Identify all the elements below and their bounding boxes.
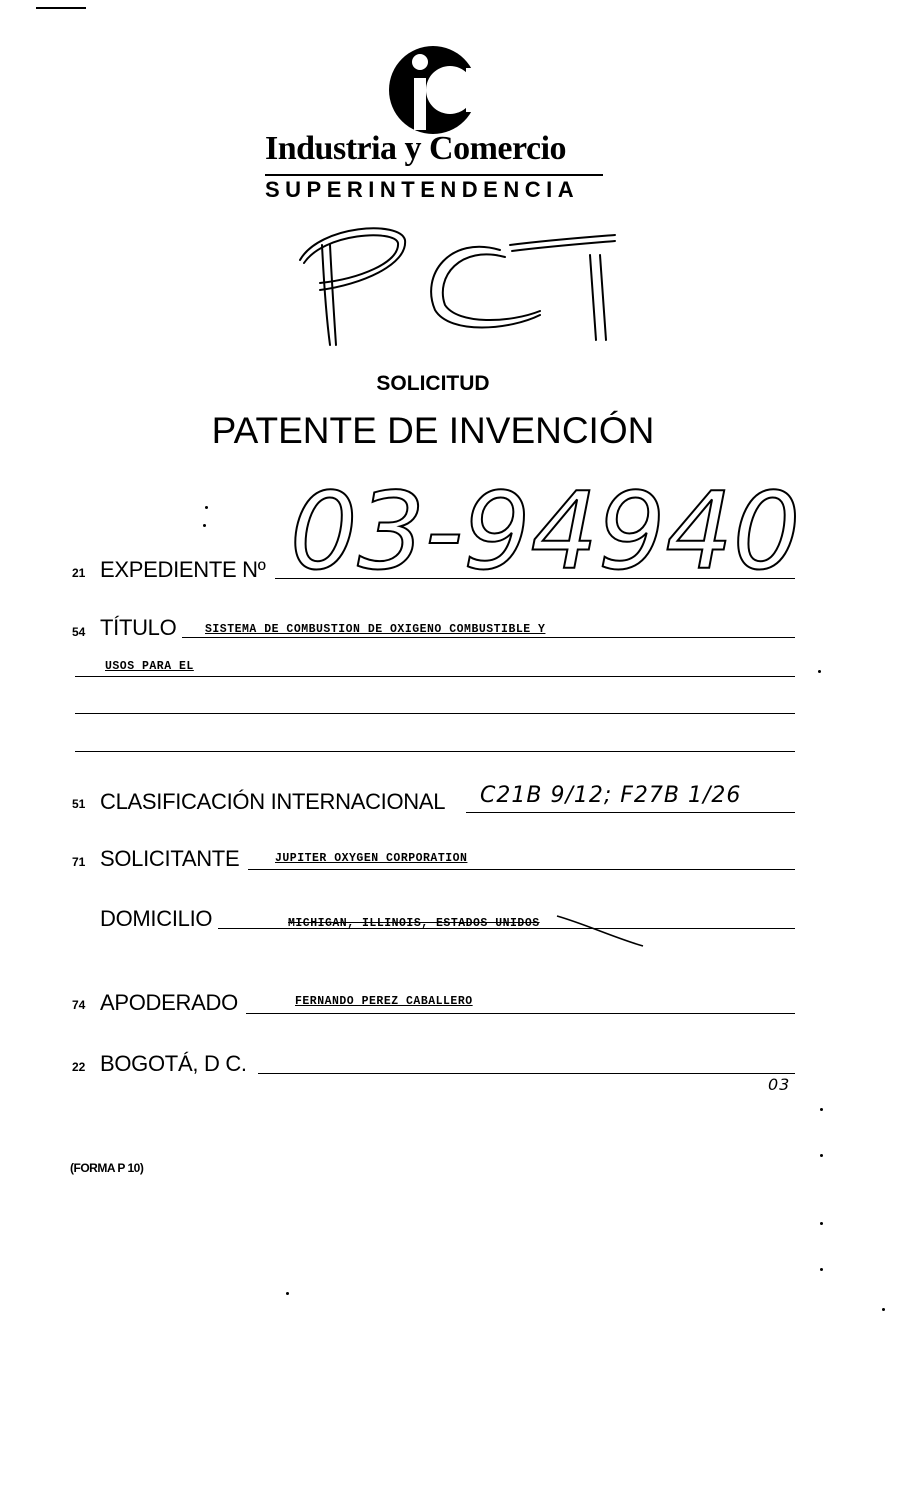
titulo-value-line2: USOS PARA EL xyxy=(105,660,194,673)
expediente-label: EXPEDIENTE Nº xyxy=(100,557,266,582)
scan-speck xyxy=(286,1292,289,1295)
scan-speck xyxy=(818,670,821,673)
titulo-line-1 xyxy=(182,637,795,638)
scan-speck xyxy=(820,1222,823,1225)
field-number: 21 xyxy=(72,566,86,580)
titulo-value-line1: SISTEMA DE COMBUSTION DE OXIGENO COMBUSTIBLE Y xyxy=(205,623,546,636)
brand-name: Industria y Comercio xyxy=(265,130,567,167)
scan-speck xyxy=(820,1154,823,1157)
apoderado-line xyxy=(246,1013,795,1014)
field-number: 22 xyxy=(72,1060,86,1074)
bogota-label: BOGOTÁ, D C. xyxy=(100,1051,247,1076)
domicilio-value: MICHIGAN, ILLINOIS, ESTADOS UNIDOS xyxy=(288,917,540,930)
pct-handwritten-stamp xyxy=(290,215,620,355)
clasificacion-label: CLASIFICACIÓN INTERNACIONAL xyxy=(100,789,446,814)
brand-divider xyxy=(265,174,603,176)
bogota-line xyxy=(258,1073,795,1074)
scan-speck xyxy=(205,506,208,509)
scan-speck xyxy=(882,1308,885,1311)
apoderado-label: APODERADO xyxy=(100,990,238,1015)
field-number: 74 xyxy=(72,998,86,1012)
form-title: PATENTE DE INVENCIÓN xyxy=(211,410,655,451)
domicilio-strike-mark xyxy=(555,912,645,948)
bogota-note: 03 xyxy=(768,1075,791,1094)
scan-speck xyxy=(820,1268,823,1271)
brand-subtitle: SUPERINTENDENCIA xyxy=(265,177,580,202)
solicitante-value: JUPITER OXYGEN CORPORATION xyxy=(275,852,468,865)
field-number: 54 xyxy=(72,625,86,639)
svg-text:03-94940: 03-94940 xyxy=(290,470,801,590)
scan-speck xyxy=(820,1108,823,1111)
form-code: (FORMA P 10) xyxy=(70,1161,144,1175)
solicitante-label: SOLICITANTE xyxy=(100,846,240,871)
apoderado-value: FERNANDO PEREZ CABALLERO xyxy=(295,995,473,1008)
titulo-line-4 xyxy=(75,751,795,752)
field-number: 51 xyxy=(72,797,86,811)
form-subtitle: SOLICITUD xyxy=(376,372,490,395)
scan-speck xyxy=(203,524,206,527)
expediente-handwritten-number xyxy=(290,470,870,590)
clasificacion-line xyxy=(466,812,795,813)
clasificacion-value: C21B 9/12; F27B 1/26 xyxy=(480,783,742,808)
titulo-line-3 xyxy=(75,713,795,714)
top-edge-mark xyxy=(36,7,86,9)
solicitante-line xyxy=(248,869,795,870)
titulo-line-2 xyxy=(75,676,795,677)
titulo-label: TÍTULO xyxy=(100,615,177,640)
field-number: 71 xyxy=(72,855,86,869)
domicilio-label: DOMICILIO xyxy=(100,906,213,931)
